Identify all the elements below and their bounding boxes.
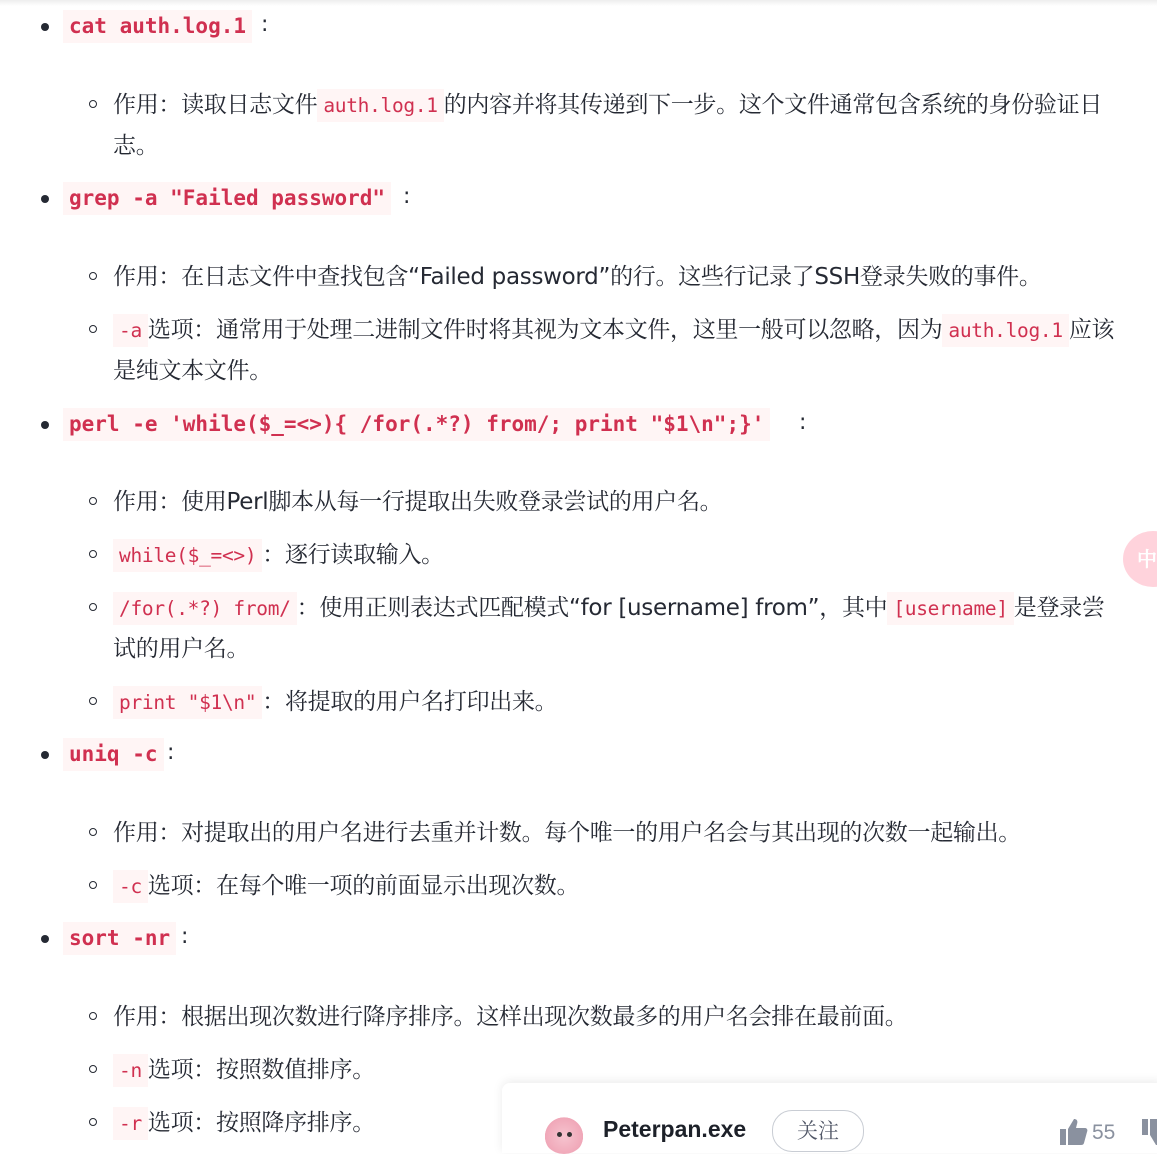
inline-text: 选项：在每个唯一项的前面显示出现次数。: [147, 873, 580, 899]
like-count: 55: [1092, 1121, 1116, 1144]
command-grep-failed-password: grep -a "Failed password": [63, 182, 391, 215]
inline-code: -n: [113, 1054, 148, 1087]
inline-text: 作用：在日志文件中查找包含“Failed password”的行。这些行记录了SSH登录失败的事件。: [113, 264, 1042, 290]
avatar-eye: [567, 1132, 572, 1137]
inline-text: ：使用正则表达式匹配模式“for [username] from”，其中: [296, 595, 888, 621]
command-sort-nr: sort -nr: [63, 922, 176, 955]
command-uniq-count: uniq -c: [63, 738, 164, 771]
list-bullet: [41, 421, 49, 429]
sub-item-text: [113, 310, 1117, 392]
command-cat-auth-log: cat auth.log.1: [63, 10, 252, 43]
inline-text: 是登录尝试的用户名。: [113, 595, 1105, 662]
command-colon: :: [167, 740, 175, 765]
inline-code: -r: [113, 1107, 148, 1140]
sublist-bullet: [89, 325, 97, 333]
inline-code: auth.log.1: [317, 89, 443, 122]
inline-text: 作用：根据出现次数进行降序排序。这样出现次数最多的用户名会排在最前面。: [113, 1004, 908, 1030]
list-bullet: [41, 935, 49, 943]
inline-text: 选项：通常用于处理二进制文件时将其视为文本文件，这里一般可以忽略，因为: [147, 317, 943, 343]
sub-item-text: [113, 482, 1117, 523]
sublist-bullet: [89, 603, 97, 611]
floating-translate-badge[interactable]: 中: [1123, 531, 1157, 587]
inline-text: ：逐行读取输入。: [262, 542, 444, 568]
command-colon: :: [403, 184, 411, 209]
inline-code: [username]: [887, 592, 1013, 625]
sub-item-text: [113, 997, 1117, 1038]
inline-text: 作用：使用Perl脚本从每一行提取出失败登录尝试的用户名。: [113, 489, 723, 515]
inline-code: -a: [113, 314, 148, 347]
sub-item-text: [113, 257, 1117, 298]
inline-code: while($_=<>): [113, 539, 262, 572]
command-colon: :: [261, 12, 269, 37]
inline-text: 作用：对提取出的用户名进行去重并计数。每个唯一的用户名会与其出现的次数一起输出。: [113, 820, 1022, 846]
inline-code: -c: [113, 870, 148, 903]
inline-text: 选项：按照降序排序。: [147, 1110, 375, 1136]
sublist-bullet: [89, 1118, 97, 1126]
sublist-bullet: [89, 1065, 97, 1073]
inline-text: 的内容并将其传递到下一步。这个文件通常包含系统的身份验证日志。: [113, 92, 1103, 159]
sub-item-text: [113, 813, 1117, 854]
avatar-eye: [557, 1132, 562, 1137]
inline-code: auth.log.1: [942, 314, 1068, 347]
command-perl-extract-username: perl -e 'while($_=<>){ /for(.*?) from/; print "$1\n";}': [63, 408, 770, 441]
sublist-bullet: [89, 100, 97, 108]
sublist-bullet: [89, 1012, 97, 1020]
inline-text: ：将提取的用户名打印出来。: [262, 689, 558, 715]
sublist-bullet: [89, 497, 97, 505]
sublist-bullet: [89, 881, 97, 889]
list-bullet: [41, 195, 49, 203]
sub-item-text: [113, 682, 1117, 723]
author-name[interactable]: Peterpan.exe: [603, 1116, 747, 1142]
sub-item-text: [113, 535, 1117, 576]
sublist-bullet: [89, 828, 97, 836]
inline-code: print "$1\n": [113, 686, 262, 719]
thumbs-up-icon[interactable]: [1058, 1117, 1088, 1147]
list-bullet: [41, 23, 49, 31]
sublist-bullet: [89, 550, 97, 558]
sub-item-text: [113, 85, 1117, 167]
command-colon: :: [181, 924, 189, 949]
inline-text: 选项：按照数值排序。: [147, 1057, 375, 1083]
top-divider: [0, 0, 1157, 6]
author-avatar[interactable]: [542, 1110, 586, 1154]
inline-text: 作用：读取日志文件: [113, 92, 318, 118]
thumbs-down-icon[interactable]: [1142, 1117, 1157, 1147]
inline-text: 应该是纯文本文件。: [113, 317, 1115, 384]
list-bullet: [41, 751, 49, 759]
sub-item-text: [113, 588, 1117, 670]
command-colon: :: [799, 410, 807, 435]
sub-item-text: [113, 866, 1117, 907]
inline-code: /for(.*?) from/: [113, 592, 297, 625]
author-bar: [502, 1083, 1157, 1153]
sublist-bullet: [89, 272, 97, 280]
sublist-bullet: [89, 697, 97, 705]
follow-button[interactable]: 关注: [772, 1110, 864, 1152]
